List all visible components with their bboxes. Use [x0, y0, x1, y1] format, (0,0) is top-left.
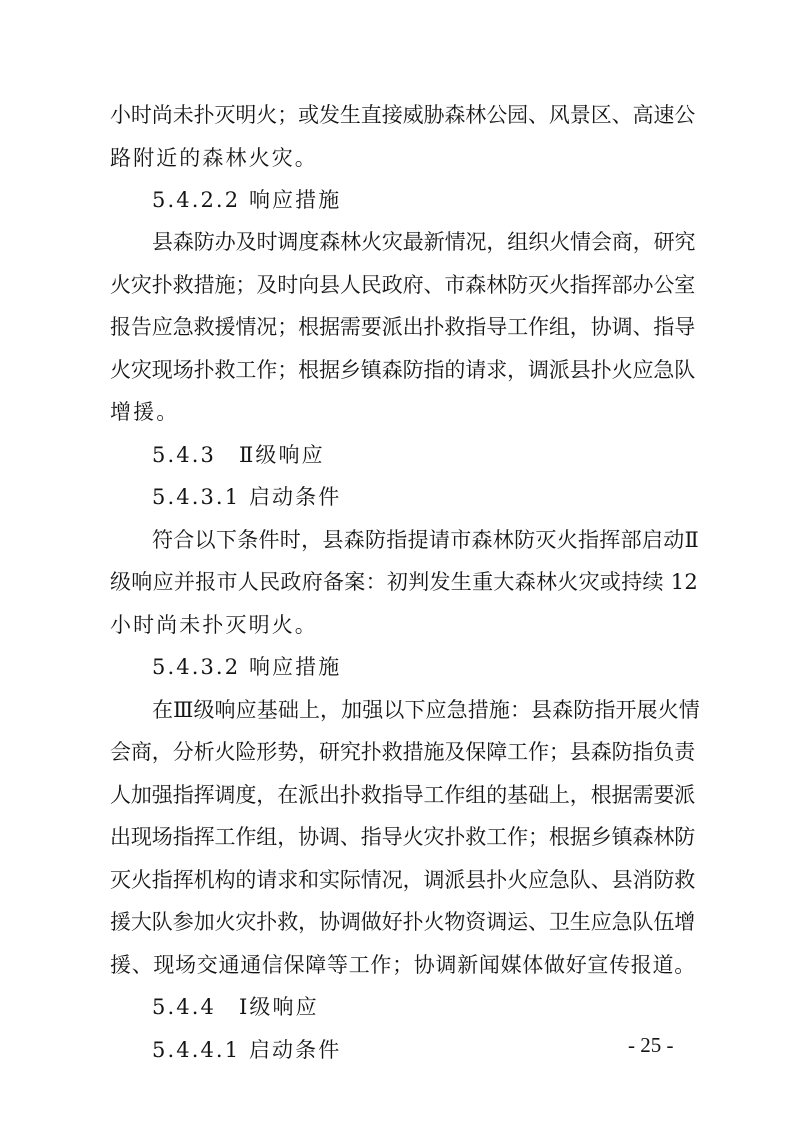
body-text-line: 出现场指挥工作组，协调、指导火灾扑救工作；根据乡镇森林防: [110, 825, 696, 849]
body-text-line: 人加强指挥调度，在派出扑救指导工作组的基础上，根据需要派: [110, 783, 696, 807]
body-text-line: 级响应并报市人民政府备案：初判发生重大森林火灾或持续 12: [110, 570, 699, 594]
section-heading: 5.4.3.1 启动条件: [152, 485, 342, 509]
section-heading: 5.4.3 Ⅱ级响应: [152, 443, 325, 467]
section-heading: 5.4.4 Ⅰ级响应: [152, 995, 319, 1019]
body-text-line: 报告应急救援情况；根据需要派出扑救指导工作组，协调、指导: [110, 315, 696, 339]
page-number: - 25 -: [628, 1033, 674, 1057]
body-text-line: 符合以下条件时，县森防指提请市森林防灭火指挥部启动Ⅱ: [152, 528, 700, 552]
body-text-line: 路附近的森林火灾。: [110, 146, 318, 170]
body-text-line: 火灾扑救措施；及时向县人民政府、市森林防灭火指挥部办公室: [110, 273, 696, 297]
body-text-line: 灭火指挥机构的请求和实际情况，调派县扑火应急队、县消防救: [110, 868, 696, 892]
body-text-line: 小时尚未扑灭明火。: [110, 613, 318, 637]
section-heading: 5.4.4.1 启动条件: [152, 1038, 342, 1062]
body-text-line: 援大队参加火灾扑救，协调做好扑火物资调运、卫生应急队伍增: [110, 910, 696, 934]
body-text-line: 增援。: [110, 400, 180, 424]
body-text-line: 县森防办及时调度森林火灾最新情况，组织火情会商，研究: [152, 230, 696, 254]
body-text-line: 会商，分析火险形势，研究扑救措施及保障工作；县森防指负责: [110, 740, 696, 764]
body-text-line: 在Ⅲ级响应基础上，加强以下应急措施：县森防指开展火情: [152, 698, 700, 722]
body-text-line: 火灾现场扑救工作；根据乡镇森防指的请求，调派县扑火应急队: [110, 358, 696, 382]
body-text-line: 援、现场交通通信保障等工作；协调新闻媒体做好宣传报道。: [110, 953, 696, 977]
body-text-line: 小时尚未扑灭明火；或发生直接威胁森林公园、风景区、高速公: [110, 103, 696, 127]
section-heading: 5.4.2.2 响应措施: [152, 188, 342, 212]
section-heading: 5.4.3.2 响应措施: [152, 655, 342, 679]
